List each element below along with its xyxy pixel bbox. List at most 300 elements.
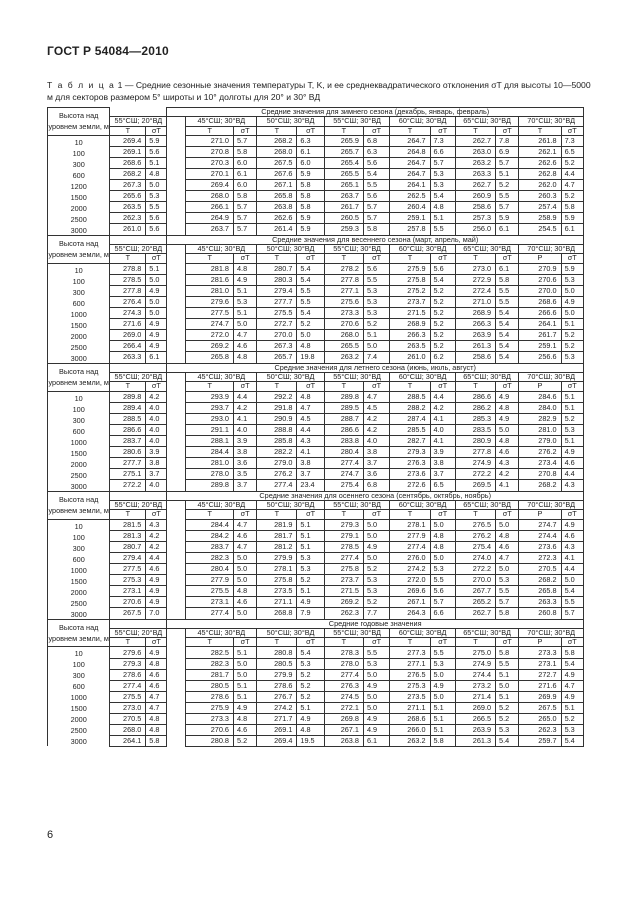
value-cell: 261.0: [390, 352, 430, 364]
value-cell: 5.0: [561, 286, 583, 297]
value-cell: 5.0: [430, 691, 455, 702]
table-row: [48, 542, 584, 553]
value-cell: 5.0: [496, 564, 519, 575]
value-cell: 274.5: [324, 691, 363, 702]
symbol-header: σT: [363, 638, 389, 647]
value-cell: 4.9: [146, 647, 167, 659]
value-cell: 5.0: [146, 275, 167, 286]
value-cell: 267.1: [324, 724, 363, 735]
value-cell: 273.4: [519, 458, 561, 469]
value-cell: 5.9: [297, 224, 324, 236]
value-cell: 5.1: [146, 158, 167, 169]
value-cell: 262.7: [455, 608, 495, 620]
value-cell: 261.0: [110, 224, 146, 236]
empty-cell: [167, 117, 186, 126]
value-cell: 5.6: [430, 263, 455, 275]
value-cell: 271.1: [257, 597, 297, 608]
sector-header: 65°СШ; 30°ВД: [455, 500, 518, 509]
value-cell: 270.0: [519, 286, 561, 297]
value-cell: 4.7: [146, 691, 167, 702]
value-cell: 272.7: [257, 319, 297, 330]
value-cell: 292.2: [257, 391, 297, 403]
value-cell: 5.1: [297, 519, 324, 531]
value-cell: 280.9: [455, 436, 495, 447]
value-cell: 261.7: [519, 330, 561, 341]
value-cell: 268.6: [110, 158, 146, 169]
value-cell: 274.9: [455, 458, 495, 469]
symbol-header: σT: [146, 510, 167, 519]
value-cell: 273.3: [519, 647, 561, 659]
value-cell: 5.8: [297, 180, 324, 191]
value-cell: 289.5: [324, 403, 363, 414]
value-cell: 266.0: [390, 724, 430, 735]
value-cell: 267.1: [390, 597, 430, 608]
symbol-header: σT: [233, 254, 256, 263]
value-cell: 258.9: [519, 213, 561, 224]
value-cell: 280.8: [186, 735, 234, 746]
symbol-header: σT: [363, 126, 389, 135]
value-cell: 7.3: [430, 135, 455, 147]
sector-header: 70°СШ; 30°ВД: [519, 628, 584, 637]
sector-header: 55°СШ; 20°ВД: [110, 628, 167, 637]
value-cell: 289.8: [110, 391, 146, 403]
value-cell: 5.8: [496, 608, 519, 620]
value-cell: 4.9: [561, 297, 583, 308]
table-row: [48, 135, 584, 147]
value-cell: 293.0: [186, 414, 234, 425]
altitude-cell: 1000: [48, 436, 110, 447]
value-cell: 4.5: [363, 403, 389, 414]
value-cell: 272.0: [186, 330, 234, 341]
value-cell: 273.0: [110, 702, 146, 713]
value-cell: 263.2: [455, 158, 495, 169]
value-cell: 5.3: [297, 658, 324, 669]
value-cell: 5.1: [430, 724, 455, 735]
value-cell: 7.9: [297, 608, 324, 620]
value-cell: 277.5: [110, 564, 146, 575]
value-cell: 4.6: [561, 458, 583, 469]
value-cell: 264.7: [390, 169, 430, 180]
value-cell: 4.6: [146, 680, 167, 691]
table-row: [48, 724, 584, 735]
value-cell: 291.8: [257, 403, 297, 414]
sector-header: 55°СШ; 30°ВД: [324, 500, 390, 509]
value-cell: 269.9: [519, 691, 561, 702]
table-row: [48, 425, 584, 436]
symbol-header: P: [519, 638, 561, 647]
value-cell: 272.3: [519, 553, 561, 564]
value-cell: 267.3: [110, 180, 146, 191]
value-cell: 285.5: [390, 425, 430, 436]
value-cell: 3.7: [363, 458, 389, 469]
altitude-cell: 300: [48, 286, 110, 297]
value-cell: 5.7: [233, 202, 256, 213]
value-cell: 5.7: [430, 597, 455, 608]
value-cell: 266.3: [455, 319, 495, 330]
value-cell: 5.5: [363, 275, 389, 286]
value-cell: 19.5: [297, 735, 324, 746]
value-cell: 5.1: [233, 680, 256, 691]
section-title-row: [48, 108, 584, 117]
value-cell: 3.6: [233, 458, 256, 469]
caption-prefix: Т а б л и ц а: [47, 80, 116, 90]
altitude-cell: 600: [48, 680, 110, 691]
value-cell: 5.0: [233, 608, 256, 620]
symbol-header: σT: [297, 510, 324, 519]
value-cell: 4.4: [561, 169, 583, 180]
value-cell: 4.9: [561, 447, 583, 458]
empty-cell: [167, 414, 186, 425]
altitude-cell: 1500: [48, 575, 110, 586]
value-cell: 272.2: [110, 480, 146, 492]
section-title: Средние значения для зимнего сезона (декабрь, январь, февраль): [167, 108, 584, 117]
value-cell: 5.1: [561, 403, 583, 414]
empty-cell: [167, 286, 186, 297]
value-cell: 5.7: [496, 202, 519, 213]
value-cell: 5.5: [561, 597, 583, 608]
empty-cell: [167, 382, 186, 391]
value-cell: 281.7: [257, 531, 297, 542]
altitude-cell: 1500: [48, 702, 110, 713]
sector-header: 60°СШ; 30°ВД: [390, 245, 456, 254]
altitude-cell: 100: [48, 531, 110, 542]
empty-cell: [167, 436, 186, 447]
value-cell: 278.1: [257, 564, 297, 575]
symbol-header: σT: [496, 126, 519, 135]
table-caption: [47, 80, 592, 103]
value-cell: 261.4: [257, 224, 297, 236]
value-cell: 5.4: [430, 275, 455, 286]
value-cell: 281.9: [257, 519, 297, 531]
empty-cell: [167, 480, 186, 492]
value-cell: 5.0: [146, 297, 167, 308]
value-cell: 263.3: [110, 352, 146, 364]
altitude-cell: 10: [48, 263, 110, 275]
value-cell: 284.6: [519, 391, 561, 403]
sector-header: 45°СШ; 30°ВД: [186, 373, 257, 382]
value-cell: 281.5: [110, 519, 146, 531]
sector-header: 55°СШ; 30°ВД: [324, 373, 390, 382]
value-cell: 4.9: [146, 586, 167, 597]
value-cell: 280.6: [110, 447, 146, 458]
value-cell: 4.8: [430, 202, 455, 213]
value-cell: 269.4: [257, 735, 297, 746]
empty-cell: [110, 235, 167, 244]
table-row: [48, 286, 584, 297]
altitude-cell: 3000: [48, 224, 110, 236]
value-cell: 279.6: [110, 647, 146, 659]
value-cell: 5.3: [430, 180, 455, 191]
value-cell: 6.1: [146, 352, 167, 364]
value-cell: 5.8: [297, 202, 324, 213]
empty-cell: [167, 638, 186, 647]
sector-header: 65°СШ; 30°ВД: [455, 628, 518, 637]
value-cell: 262.3: [110, 213, 146, 224]
value-cell: 286.6: [455, 391, 495, 403]
value-cell: 5.1: [146, 263, 167, 275]
empty-cell: [167, 180, 186, 191]
value-cell: 277.1: [390, 658, 430, 669]
symbol-header: T: [455, 638, 495, 647]
altitude-cell: 10: [48, 135, 110, 147]
value-cell: 4.8: [146, 724, 167, 735]
altitude-header: Высота над уровнем земли, м: [48, 108, 110, 136]
value-cell: 291.1: [186, 425, 234, 436]
symbol-header: σT: [496, 638, 519, 647]
empty-cell: [167, 224, 186, 236]
altitude-cell: 100: [48, 403, 110, 414]
empty-cell: [167, 254, 186, 263]
value-cell: 278.0: [186, 469, 234, 480]
altitude-cell: 2000: [48, 713, 110, 724]
value-cell: 267.5: [257, 158, 297, 169]
value-cell: 5.2: [363, 319, 389, 330]
value-cell: 275.4: [324, 480, 363, 492]
value-cell: 277.4: [324, 458, 363, 469]
symbol-header-row: [48, 126, 584, 135]
value-cell: 262.6: [519, 158, 561, 169]
value-cell: 6.3: [363, 147, 389, 158]
value-cell: 288.7: [324, 414, 363, 425]
value-cell: 265.5: [324, 169, 363, 180]
value-cell: 5.2: [297, 680, 324, 691]
empty-cell: [167, 275, 186, 286]
section-title-row: [48, 235, 584, 244]
value-cell: 269.1: [257, 724, 297, 735]
value-cell: 281.0: [186, 458, 234, 469]
value-cell: 281.7: [186, 669, 234, 680]
value-cell: 6.8: [363, 135, 389, 147]
table-row: [48, 647, 584, 659]
value-cell: 5.1: [363, 330, 389, 341]
value-cell: 275.5: [186, 586, 234, 597]
value-cell: 271.1: [390, 702, 430, 713]
sector-header: 45°СШ; 30°ВД: [186, 628, 257, 637]
value-cell: 4.1: [430, 436, 455, 447]
value-cell: 273.2: [455, 680, 495, 691]
value-cell: 270.6: [324, 319, 363, 330]
value-cell: 5.7: [496, 597, 519, 608]
value-cell: 5.3: [561, 724, 583, 735]
value-cell: 5.9: [496, 213, 519, 224]
altitude-cell: 300: [48, 542, 110, 553]
value-cell: 273.1: [110, 586, 146, 597]
symbol-header: T: [186, 382, 234, 391]
value-cell: 4.5: [297, 414, 324, 425]
value-cell: 5.1: [496, 691, 519, 702]
value-cell: 260.3: [519, 191, 561, 202]
value-cell: 268.2: [257, 135, 297, 147]
value-cell: 279.3: [390, 447, 430, 458]
table-row: [48, 308, 584, 319]
value-cell: 5.2: [363, 597, 389, 608]
value-cell: 4.8: [297, 341, 324, 352]
symbol-header: T: [324, 382, 363, 391]
value-cell: 5.3: [233, 297, 256, 308]
symbol-header: σT: [233, 638, 256, 647]
value-cell: 276.2: [257, 469, 297, 480]
value-cell: 274.7: [324, 469, 363, 480]
table-row: [48, 597, 584, 608]
symbol-header: σT: [430, 254, 455, 263]
value-cell: 5.9: [297, 169, 324, 180]
value-cell: 271.7: [257, 713, 297, 724]
value-cell: 263.8: [324, 735, 363, 746]
altitude-cell: 1500: [48, 447, 110, 458]
empty-cell: [167, 608, 186, 620]
value-cell: 268.0: [324, 330, 363, 341]
value-cell: 4.9: [561, 519, 583, 531]
value-cell: 261.7: [324, 202, 363, 213]
table-row: [48, 213, 584, 224]
value-cell: 4.8: [297, 391, 324, 403]
value-cell: 280.7: [257, 263, 297, 275]
value-cell: 7.4: [363, 352, 389, 364]
value-cell: 265.9: [324, 135, 363, 147]
value-cell: 5.7: [496, 158, 519, 169]
value-cell: 5.0: [496, 425, 519, 436]
value-cell: 5.2: [297, 669, 324, 680]
altitude-cell: 100: [48, 147, 110, 158]
value-cell: 269.2: [324, 597, 363, 608]
empty-cell: [167, 169, 186, 180]
symbol-header: σT: [363, 510, 389, 519]
value-cell: 4.2: [363, 414, 389, 425]
value-cell: 263.0: [455, 147, 495, 158]
value-cell: 4.9: [430, 680, 455, 691]
value-cell: 265.8: [186, 352, 234, 364]
value-cell: 5.0: [363, 669, 389, 680]
value-cell: 289.8: [186, 480, 234, 492]
value-cell: 267.1: [257, 180, 297, 191]
value-cell: 7.0: [146, 608, 167, 620]
table-row: [48, 519, 584, 531]
value-cell: 263.7: [186, 224, 234, 236]
value-cell: 5.4: [297, 308, 324, 319]
value-cell: 276.4: [110, 297, 146, 308]
value-cell: 282.9: [519, 414, 561, 425]
sector-header: 50°СШ; 30°ВД: [257, 628, 325, 637]
value-cell: 6.1: [297, 147, 324, 158]
value-cell: 274.2: [390, 564, 430, 575]
table-row: [48, 608, 584, 620]
symbol-header: σT: [430, 382, 455, 391]
altitude-header: Высота над уровнем земли, м: [48, 491, 110, 519]
value-cell: 284.2: [186, 531, 234, 542]
value-cell: 269.4: [110, 135, 146, 147]
value-cell: 271.5: [390, 308, 430, 319]
symbol-header: T: [110, 126, 146, 135]
altitude-cell: 10: [48, 647, 110, 659]
value-cell: 5.4: [561, 658, 583, 669]
value-cell: 5.1: [297, 702, 324, 713]
value-cell: 6.0: [233, 158, 256, 169]
value-cell: 4.8: [496, 403, 519, 414]
value-cell: 5.2: [233, 735, 256, 746]
empty-cell: [167, 126, 186, 135]
value-cell: 5.3: [363, 586, 389, 597]
value-cell: 275.2: [390, 286, 430, 297]
value-cell: 260.9: [455, 191, 495, 202]
value-cell: 268.2: [519, 480, 561, 492]
value-cell: 267.3: [257, 341, 297, 352]
value-cell: 6.1: [496, 224, 519, 236]
value-cell: 5.4: [496, 352, 519, 364]
value-cell: 262.6: [257, 213, 297, 224]
value-cell: 264.9: [186, 213, 234, 224]
value-cell: 5.9: [561, 213, 583, 224]
empty-cell: [167, 213, 186, 224]
sector-header: 55°СШ; 30°ВД: [324, 628, 390, 637]
empty-cell: [167, 510, 186, 519]
value-cell: 6.5: [561, 147, 583, 158]
symbol-header: T: [390, 510, 430, 519]
value-cell: 4.7: [233, 519, 256, 531]
empty-cell: [110, 108, 167, 117]
value-cell: 4.2: [496, 469, 519, 480]
value-cell: 270.5: [519, 564, 561, 575]
value-cell: 273.1: [186, 597, 234, 608]
sector-header-row: [48, 628, 584, 637]
value-cell: 272.2: [455, 469, 495, 480]
value-cell: 5.6: [146, 213, 167, 224]
value-cell: 283.7: [186, 542, 234, 553]
value-cell: 263.8: [257, 202, 297, 213]
sector-header: 65°СШ; 30°ВД: [455, 117, 518, 126]
altitude-cell: 100: [48, 658, 110, 669]
symbol-header: P: [519, 382, 561, 391]
symbol-header: T: [455, 254, 495, 263]
value-cell: 272.9: [455, 275, 495, 286]
value-cell: 277.4: [390, 542, 430, 553]
empty-cell: [167, 202, 186, 213]
altitude-cell: 100: [48, 275, 110, 286]
symbol-header: σT: [363, 382, 389, 391]
value-cell: 4.6: [233, 597, 256, 608]
altitude-cell: 3000: [48, 735, 110, 746]
value-cell: 266.1: [186, 202, 234, 213]
symbol-header: σT: [146, 126, 167, 135]
value-cell: 269.1: [110, 147, 146, 158]
symbol-header: T: [186, 126, 234, 135]
value-cell: 6.6: [430, 147, 455, 158]
empty-cell: [167, 658, 186, 669]
value-cell: 264.8: [390, 147, 430, 158]
value-cell: 262.3: [519, 724, 561, 735]
table-row: [48, 713, 584, 724]
empty-cell: [167, 713, 186, 724]
value-cell: 4.9: [363, 713, 389, 724]
value-cell: 287.4: [390, 414, 430, 425]
symbol-header: σT: [146, 638, 167, 647]
value-cell: 5.3: [363, 575, 389, 586]
value-cell: 5.5: [496, 658, 519, 669]
value-cell: 5.0: [146, 180, 167, 191]
value-cell: 270.0: [455, 575, 495, 586]
value-cell: 5.2: [561, 158, 583, 169]
symbol-header: σT: [233, 126, 256, 135]
seasonal-temperature-table: [47, 107, 584, 747]
section-title: Средние значения для осеннего сезона (сентябрь, октябрь, ноябрь): [167, 491, 584, 500]
value-cell: 5.3: [561, 352, 583, 364]
value-cell: 260.4: [390, 202, 430, 213]
value-cell: 5.7: [233, 224, 256, 236]
value-cell: 263.2: [324, 352, 363, 364]
value-cell: 283.5: [455, 425, 495, 436]
value-cell: 280.4: [186, 564, 234, 575]
value-cell: 5.1: [561, 436, 583, 447]
value-cell: 277.4: [324, 553, 363, 564]
